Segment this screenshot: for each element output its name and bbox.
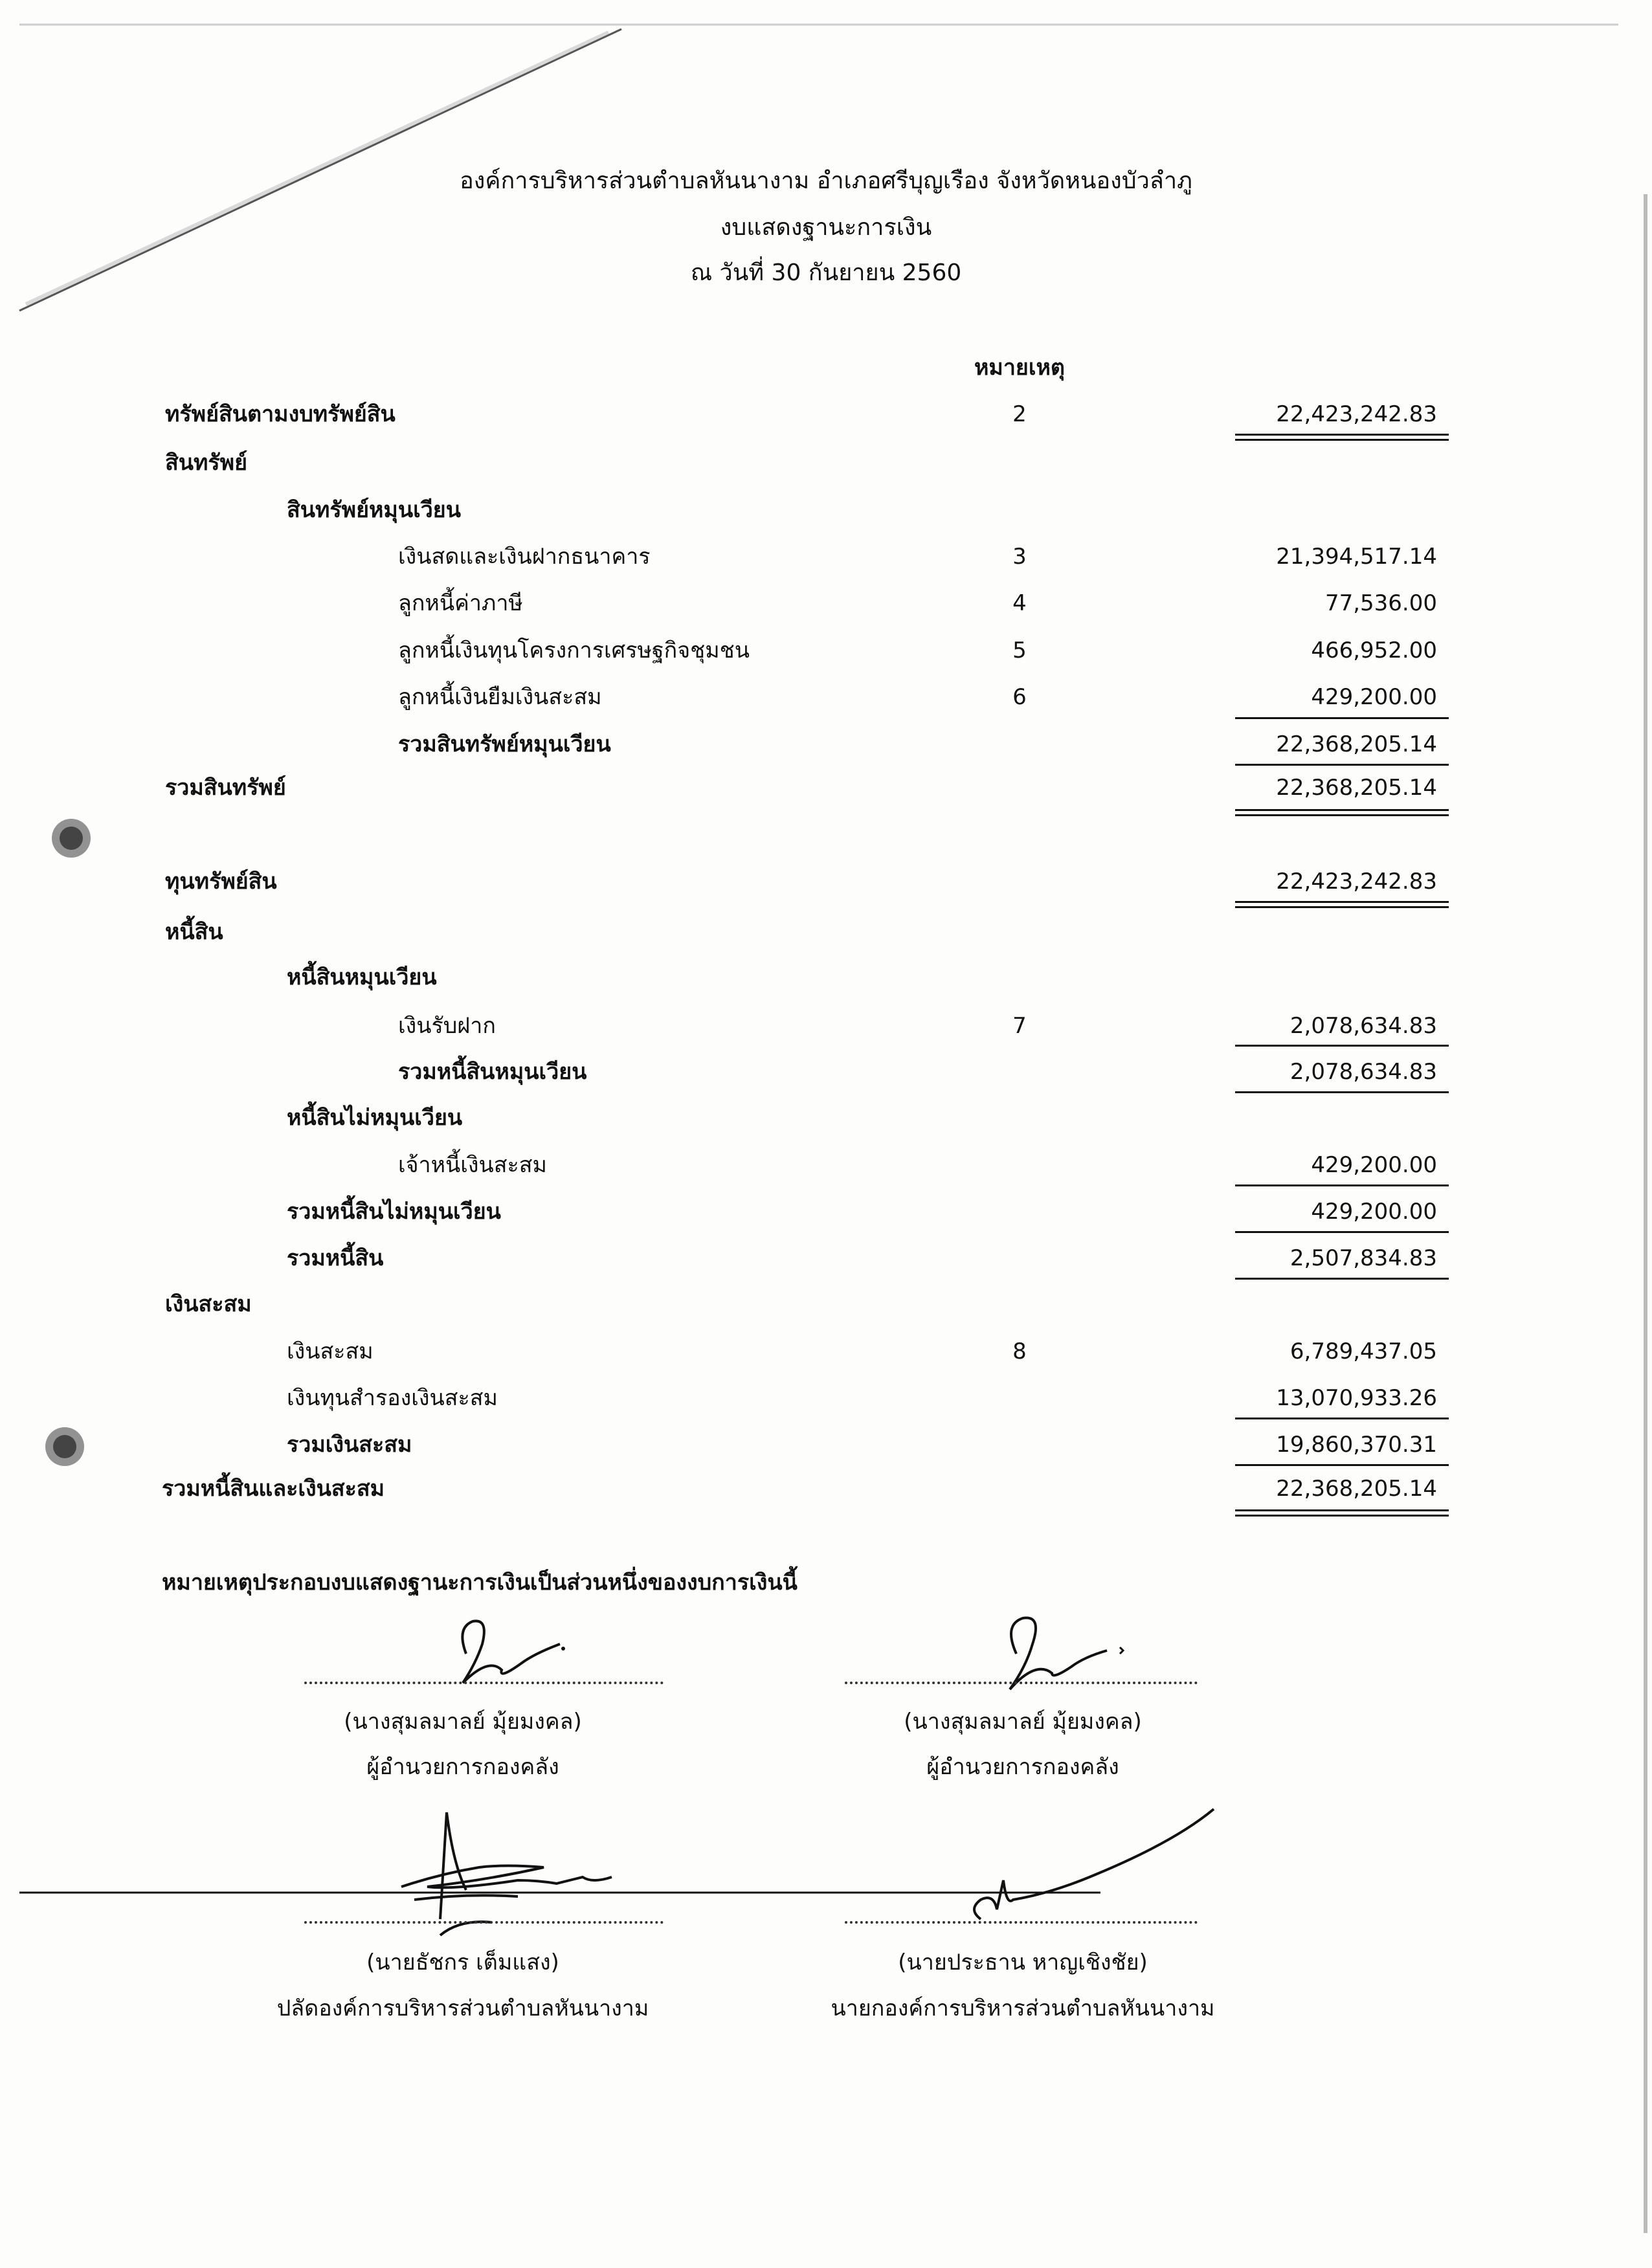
section-heading: สินทรัพย์ xyxy=(165,450,248,476)
signatory-position: ผู้อำนวยการกองคลัง xyxy=(926,1754,1119,1780)
row-amount: 6,789,437.05 xyxy=(1289,1339,1437,1364)
signature-line xyxy=(845,1921,1198,1924)
subtotal-label: รวมเงินสะสม xyxy=(287,1432,412,1458)
signatory-position: ผู้อำนวยการกองคลัง xyxy=(366,1754,559,1780)
row-note: 3 xyxy=(1012,544,1027,570)
row-label: เงินทุนสำรองเงินสะสม xyxy=(287,1385,498,1411)
signatory-name: (นางสุมลมาลย์ มุ้ยมงคล) xyxy=(904,1709,1142,1735)
subtotal-amount: 2,078,634.83 xyxy=(1289,1059,1437,1085)
row-note: 2 xyxy=(1012,401,1027,427)
row-note: 4 xyxy=(1012,590,1027,616)
signatory-position: ปลัดองค์การบริหารส่วนตำบลหันนางาม xyxy=(276,1996,649,2021)
row-note: 7 xyxy=(1012,1013,1027,1039)
subtotal-label: รวมหนี้สินหมุนเวียน xyxy=(398,1059,587,1085)
row-amount: 22,423,242.83 xyxy=(1276,869,1437,895)
row-label: ทรัพย์สินตามงบทรัพย์สิน xyxy=(165,401,396,427)
subtotal-label: รวมหนี้สิน xyxy=(287,1245,384,1271)
row-amount: 13,070,933.26 xyxy=(1276,1385,1437,1411)
signature-2 xyxy=(1010,1618,1107,1690)
grand-total-label: รวมหนี้สินและเงินสะสม xyxy=(162,1476,385,1502)
row-amount: 429,200.00 xyxy=(1311,1152,1437,1178)
signature-line xyxy=(845,1682,1198,1684)
subtotal-label: รวมหนี้สินไม่หมุนเวียน xyxy=(287,1199,501,1225)
row-amount: 21,394,517.14 xyxy=(1276,544,1437,570)
row-label: เงินรับฝาก xyxy=(398,1013,496,1039)
subtotal-amount: 22,368,205.14 xyxy=(1276,731,1437,757)
statement-title: งบแสดงฐานะการเงิน xyxy=(720,214,932,241)
row-amount: 22,423,242.83 xyxy=(1276,401,1437,427)
row-label: เงินสะสม xyxy=(287,1339,374,1364)
grand-total-amount: 22,368,205.14 xyxy=(1276,1476,1437,1502)
row-label: ลูกหนี้เงินยืมเงินสะสม xyxy=(398,684,602,710)
subtotal-amount: 19,860,370.31 xyxy=(1276,1432,1437,1458)
signatory-name: (นายประธาน หาญเชิงชัย) xyxy=(898,1950,1148,1975)
row-amount: 466,952.00 xyxy=(1311,638,1437,663)
total-label: รวมสินทรัพย์ xyxy=(165,775,286,801)
row-amount: 429,200.00 xyxy=(1311,684,1437,710)
org-heading: องค์การบริหารส่วนตำบลหันนางาม อำเภอศรีบุญเรือง จังหวัดหนองบัวลำภู xyxy=(460,168,1192,194)
row-note: 5 xyxy=(1012,638,1027,663)
subsection-heading: สินทรัพย์หมุนเวียน xyxy=(287,497,461,523)
row-label: เจ้าหนี้เงินสะสม xyxy=(398,1152,547,1178)
subtotal-label: รวมสินทรัพย์หมุนเวียน xyxy=(398,731,611,757)
signature-line xyxy=(304,1682,664,1684)
row-amount: 2,078,634.83 xyxy=(1289,1013,1437,1039)
signature-4 xyxy=(974,1809,1214,1919)
subsection-heading: หนี้สินหมุนเวียน xyxy=(287,964,437,990)
subsection-heading: หนี้สินไม่หมุนเวียน xyxy=(287,1105,463,1131)
subtotal-amount: 2,507,834.83 xyxy=(1289,1245,1437,1271)
signatory-name: (นายธัชกร เต็มแสง) xyxy=(366,1950,559,1975)
total-amount: 22,368,205.14 xyxy=(1276,775,1437,801)
signature-3 xyxy=(401,1812,612,1935)
section-heading: เงินสะสม xyxy=(165,1291,252,1317)
row-note: 8 xyxy=(1012,1339,1027,1364)
row-note: 6 xyxy=(1012,684,1027,710)
signatory-position: นายกองค์การบริหารส่วนตำบลหันนางาม xyxy=(831,1996,1215,2021)
row-label: ลูกหนี้ค่าภาษี xyxy=(398,590,523,616)
row-label: ทุนทรัพย์สิน xyxy=(165,869,277,895)
signature-1 xyxy=(462,1621,560,1683)
row-amount: 77,536.00 xyxy=(1324,590,1437,616)
footnote: หมายเหตุประกอบงบแสดงฐานะการเงินเป็นส่วนหนึ่งของงบการเงินนี้ xyxy=(162,1570,798,1595)
row-label: เงินสดและเงินฝากธนาคาร xyxy=(398,544,651,570)
row-label: ลูกหนี้เงินทุนโครงการเศรษฐกิจชุมชน xyxy=(398,638,750,663)
section-heading: หนี้สิน xyxy=(165,919,223,945)
signature-line xyxy=(304,1921,664,1924)
signatory-name: (นางสุมลมาลย์ มุ้ยมงคล) xyxy=(344,1709,582,1735)
subtotal-amount: 429,200.00 xyxy=(1311,1199,1437,1225)
statement-date: ณ วันที่ 30 กันยายน 2560 xyxy=(690,260,962,286)
note-column-header: หมายเหตุ xyxy=(974,355,1065,381)
